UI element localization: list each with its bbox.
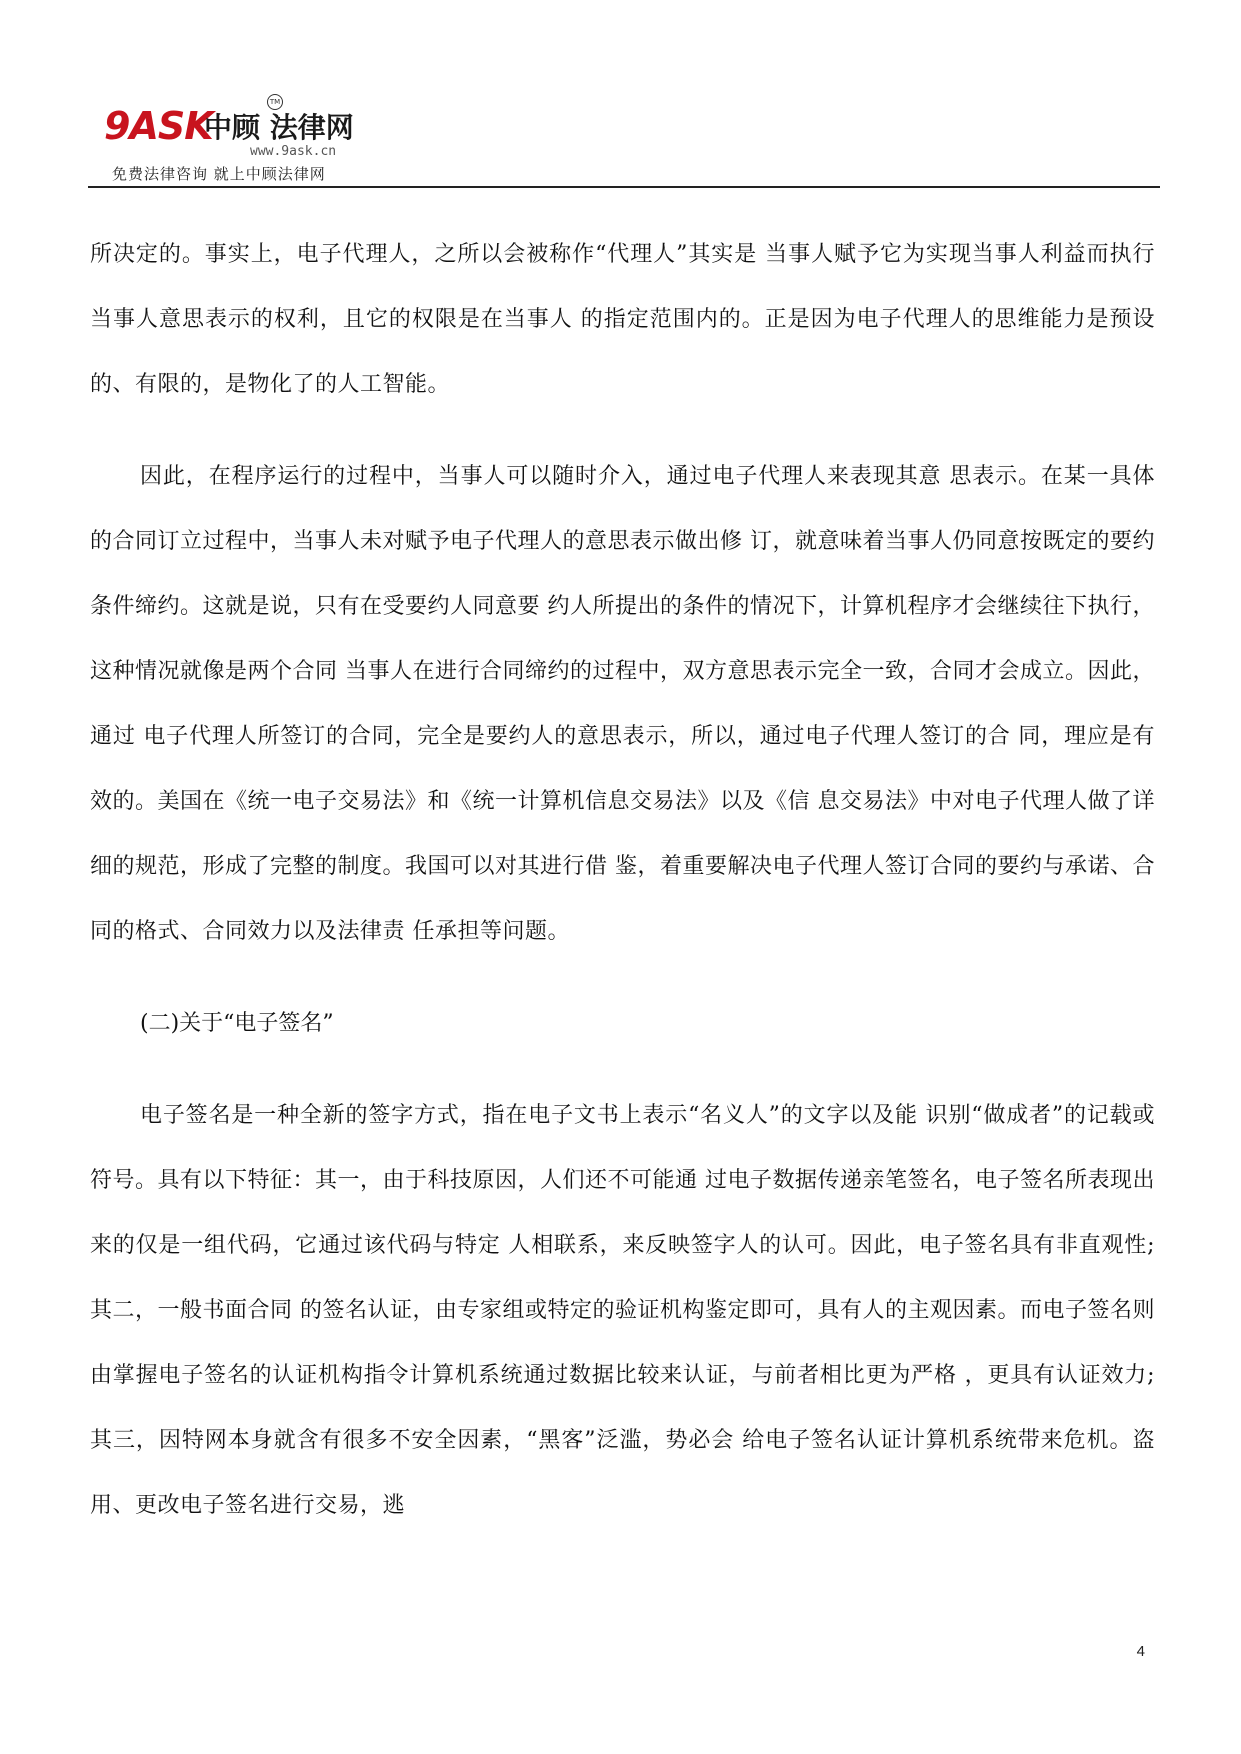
- paragraph: 电子签名是一种全新的签字方式，指在电子文书上表示“名义人”的文字以及能 识别“做成者”的记载或符号。具有以下特征：其一，由于科技原因，人们还不可能通 过电子数据传递亲笔签名，电子签名所表现出来的仅是一组代码，它通过该代码与特定 人相联系，来反映签字人的认可。因此，电子签名具有非直观性;其二，一般书面合同 的签名认证，由专家组或特定的验证机构鉴定即可，具有人的主观因素。而电子签名则由掌握电子签名的认证机构指令计算机系统通过数据比较来认证，与前者相比更为严格 ，更具有认证效力;其三，因特网本身就含有很多不安全因素，“黑客”泛滥，势必会 给电子签名认证计算机系统带来危机。盗用、更改电子签名进行交易，逃: [90, 1103, 1155, 1518]
- document-body: [90, 222, 1155, 1538]
- site-logo[interactable]: [104, 94, 374, 184]
- logo-slogan: 免费法律咨询 就上中顾法律网: [112, 165, 326, 183]
- section-heading: (二)关于“电子签名”: [140, 1011, 334, 1036]
- page-header: [88, 88, 1158, 188]
- paragraph: 因此，在程序运行的过程中，当事人可以随时介入，通过电子代理人来表现其意 思表示。在某一具体的合同订立过程中，当事人未对赋予电子代理人的意思表示做出修 订，就意味着当事人仍同意按既定的要约条件缔约。这就是说，只有在受要约人同意要 约人所提出的条件的情况下，计算机程序才会继续往下执行，这种情况就像是两个合同 当事人在进行合同缔约的过程中，双方意思表示完全一致，合同才会成立。因此，通过 电子代理人所签订的合同，完全是要约人的意思表示，所以，通过电子代理人签订的合 同，理应是有效的。美国在《统一电子交易法》和《统一计算机信息交易法》以及《信 息交易法》中对电子代理人做了详细的规范，形成了完整的制度。我国可以对其进行借 鉴，着重要解决电子代理人签订合同的要约与承诺、合同的格式、合同效力以及法律责 任承担等问题。: [90, 464, 1155, 944]
- page-number: 4: [1136, 1643, 1145, 1660]
- paragraph: 所决定的。事实上，电子代理人，之所以会被称作“代理人”其实是 当事人赋予它为实现当事人利益而执行当事人意思表示的权利，且它的权限是在当事人 的指定范围内的。正是因为电子代理人的思维能力是预设的、有限的，是物化了的人工智能。: [90, 242, 1155, 397]
- logo-url: www.9ask.cn: [250, 144, 337, 159]
- trademark-icon: TM: [267, 94, 283, 110]
- header-divider: [88, 186, 1160, 188]
- logo-name: 中顾 法律网: [204, 111, 354, 144]
- logo-mark: 9ASK: [104, 104, 213, 148]
